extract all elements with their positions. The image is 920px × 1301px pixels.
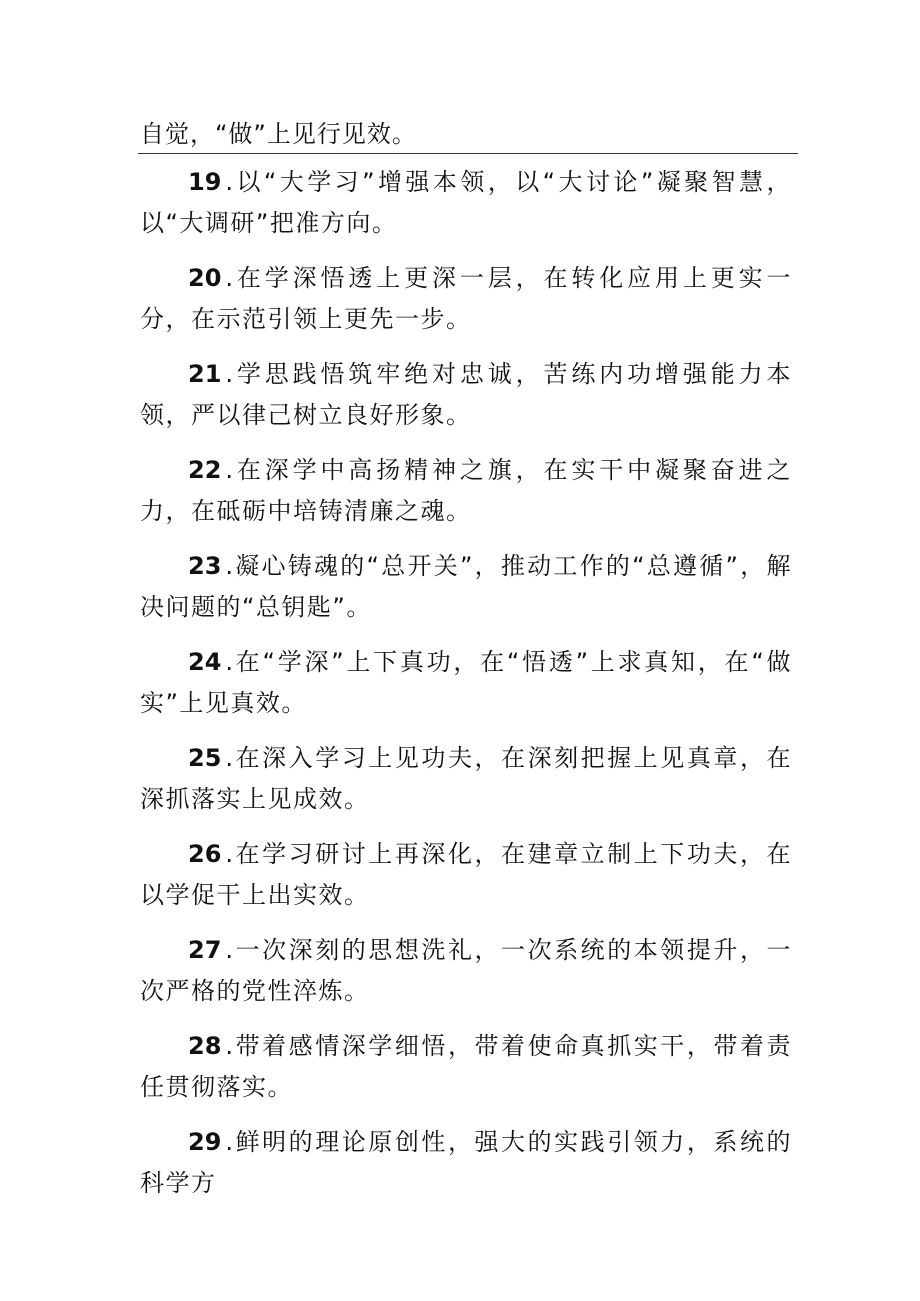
- list-item: [140, 546, 792, 628]
- item-number: 28: [188, 1032, 222, 1060]
- item-text: .一次深刻的思想洗礼，一次系统的本领提升，一次严格的党性淬炼。: [140, 936, 792, 1005]
- item-text: .带着感情深学细悟，带着使命真抓实干，带着责任贯彻落实。: [140, 1032, 792, 1101]
- item-text: .凝心铸魂的“总开关”，推动工作的“总遵循”，解决问题的“总钥匙”。: [140, 552, 792, 621]
- separator-rule: [138, 153, 798, 154]
- list-item: [140, 1026, 792, 1108]
- item-text: .在深入学习上见功夫，在深刻把握上见真章，在深抓落实上见成效。: [140, 744, 792, 813]
- item-number: 26: [188, 840, 222, 868]
- item-text: .在“学深”上下真功，在“悟透”上求真知，在“做实”上见真效。: [140, 648, 792, 717]
- item-number: 29: [188, 1128, 222, 1156]
- item-text: .在学深悟透上更深一层，在转化应用上更实一分，在示范引领上更先一步。: [140, 264, 792, 333]
- list-item: [140, 834, 792, 916]
- item-text: .学思践悟筑牢绝对忠诚，苦练内功增强能力本领，严以律己树立良好形象。: [140, 360, 792, 429]
- list-item: [140, 738, 792, 820]
- item-text: .在学习研讨上再深化，在建章立制上下功夫，在以学促干上出实效。: [140, 840, 792, 909]
- item-text: .以“大学习”增强本领，以“大讨论”凝聚智慧，以“大调研”把准方向。: [140, 168, 792, 237]
- continued-text-line: 自觉，“做”上见行见效。: [140, 120, 417, 148]
- list-item: [140, 450, 792, 532]
- item-text: .鲜明的理论原创性，强大的实践引领力，系统的科学方: [140, 1128, 792, 1197]
- list-item: [140, 162, 792, 244]
- item-number: 27: [188, 936, 222, 964]
- list-item: [140, 258, 792, 340]
- item-number: 19: [188, 168, 222, 196]
- item-number: 25: [188, 744, 222, 772]
- item-number: 22: [188, 456, 222, 484]
- list-item: [140, 642, 792, 724]
- list-item: [140, 1122, 792, 1204]
- item-text: .在深学中高扬精神之旗，在实干中凝聚奋进之力，在砥砺中培铸清廉之魂。: [140, 456, 792, 525]
- list-item: [140, 930, 792, 1012]
- item-number: 20: [188, 264, 222, 292]
- list-item: [140, 354, 792, 436]
- item-number: 21: [188, 360, 222, 388]
- item-number: 24: [188, 648, 222, 676]
- item-number: 23: [188, 552, 222, 580]
- numbered-list: [140, 162, 792, 1218]
